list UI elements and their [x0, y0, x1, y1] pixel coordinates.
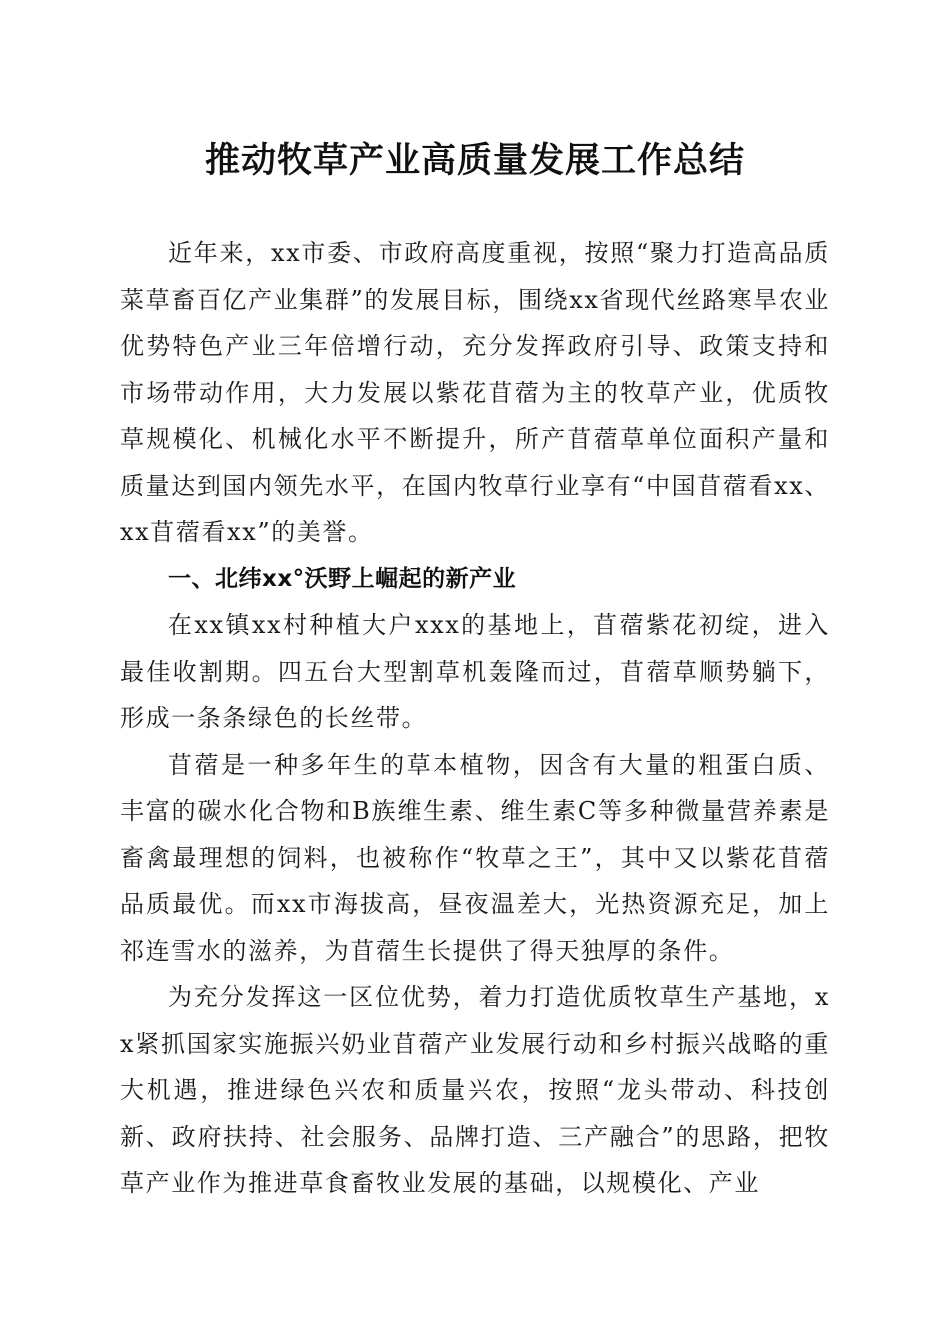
body-paragraph: 苜蓿是一种多年生的草本植物，因含有大量的粗蛋白质、丰富的碳水化合物和B族维生素、维生素C等多种微量营养素是畜禽最理想的饲料，也被称作“牧草之王”，其中又以紫花苜蓿品质最优。而xx市海拔高，昼夜温差大，光热资源充足，加上祁连雪水的滋养，为苜蓿生长提供了得天独厚的条件。	[120, 750, 830, 965]
section-heading-1: 一、北纬xx°沃野上崛起的新产业	[168, 565, 517, 592]
intro-paragraph: 近年来，xx市委、市政府高度重视，按照“聚力打造高品质菜草畜百亿产业集群”的发展目标，围绕xx省现代丝路寒旱农业优势特色产业三年倍增行动，充分发挥政府引导、政策支持和市场带动作用，大力发展以紫花苜蓿为主的牧草产业，优质牧草规模化、机械化水平不断提升，所产苜蓿草单位面积产量和质量达到国内领先水平，在国内牧草行业享有“中国苜蓿看xx、xx苜蓿看xx”的美誉。	[120, 239, 830, 546]
body-paragraph: 在xx镇xx村种植大户xxx的基地上，苜蓿紫花初绽，进入最佳收割期。四五台大型割草机轰隆而过，苜蓿草顺势躺下，形成一条条绿色的长丝带。	[120, 611, 830, 732]
body-paragraph: 为充分发挥这一区位优势，着力打造优质牧草生产基地，xx紧抓国家实施振兴奶业苜蓿产业发展行动和乡村振兴战略的重大机遇，推进绿色兴农和质量兴农，按照“龙头带动、科技创新、政府扶持、社会服务、品牌打造、三产融合”的思路，把牧草产业作为推进草食畜牧业发展的基础，以规模化、产业	[120, 983, 830, 1197]
document-title: 推动牧草产业高质量发展工作总结	[204, 140, 745, 181]
document-body	[120, 230, 830, 1207]
